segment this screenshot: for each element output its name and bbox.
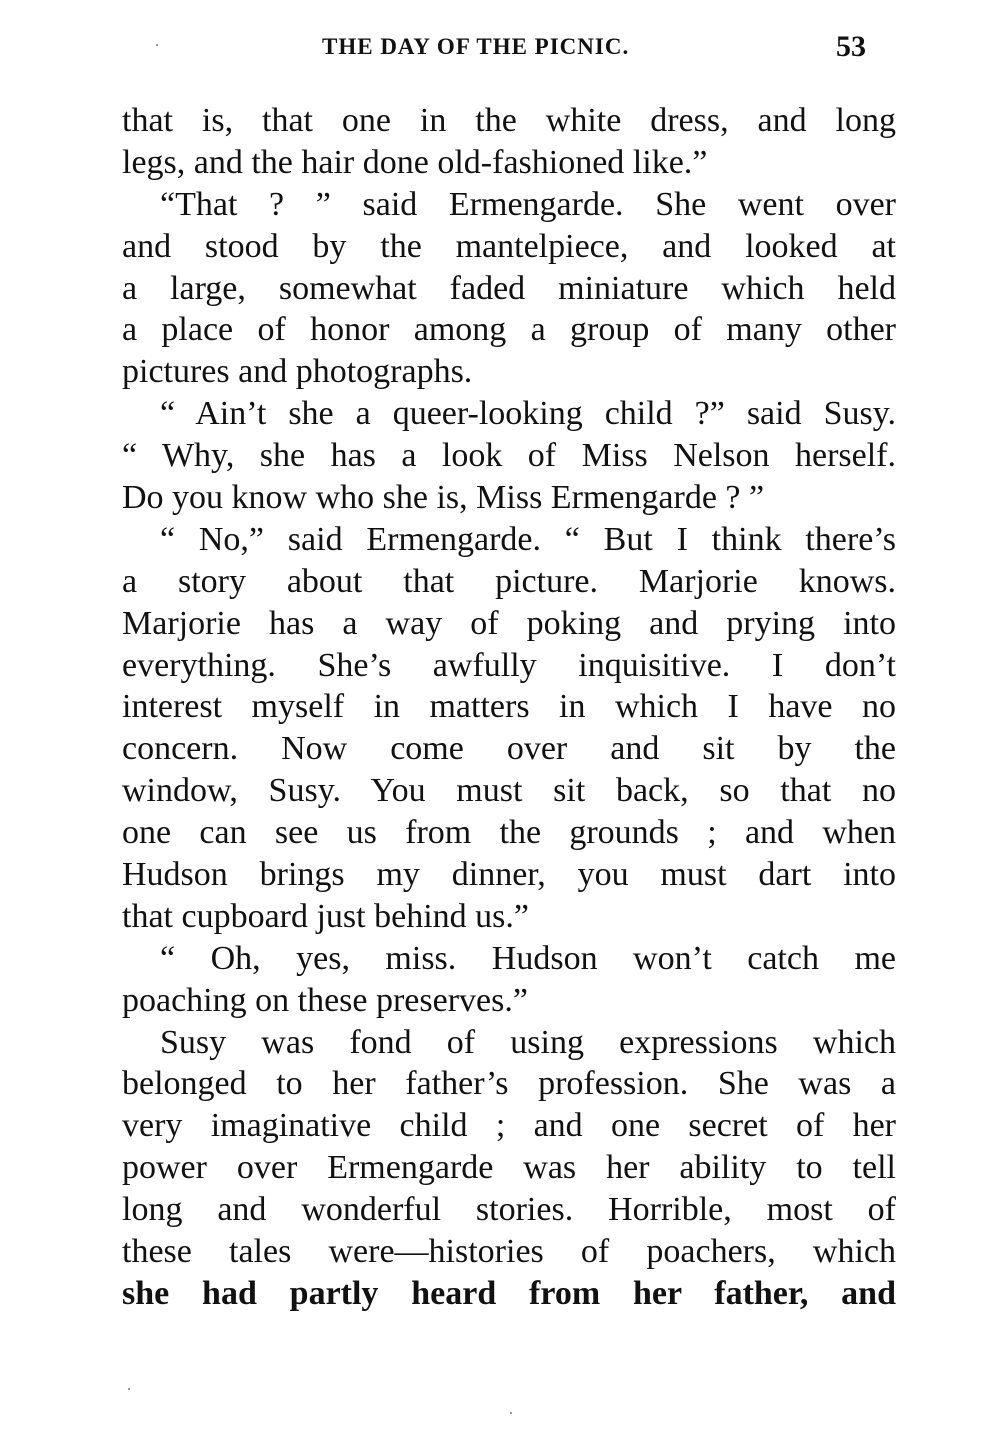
text-line: a place of honor among a group of many other xyxy=(122,311,896,349)
text-line: a story about that picture. Marjorie knows. xyxy=(122,562,896,600)
text-line: “ No,” said Ermengarde. “ But I think there’s xyxy=(160,520,896,558)
text-line: that cupboard just behind us.” xyxy=(122,897,529,935)
text-line: window, Susy. You must sit back, so that no xyxy=(122,772,896,810)
text-line: she had partly heard from her father, and xyxy=(122,1274,896,1312)
text-line: “ Ain’t she a queer-looking child ?” said Susy. xyxy=(160,395,896,433)
text-line: long and wonderful stories. Horrible, most of xyxy=(122,1191,896,1229)
text-line: Hudson brings my dinner, you must dart into xyxy=(122,856,896,894)
text-line: these tales were—histories of poachers, which xyxy=(122,1233,896,1271)
print-speck xyxy=(156,44,158,46)
text-line: “ Why, she has a look of Miss Nelson herself. xyxy=(122,437,896,475)
text-line: pictures and photographs. xyxy=(122,353,473,391)
body-text xyxy=(122,100,896,1315)
text-line: very imaginative child ; and one secret of her xyxy=(122,1107,896,1145)
text-line: Marjorie has a way of poking and prying into xyxy=(122,604,896,642)
text-line: power over Ermengarde was her ability to tell xyxy=(122,1149,896,1187)
text-line: one can see us from the grounds ; and when xyxy=(122,814,896,852)
running-head xyxy=(0,30,1000,70)
text-line: Susy was fond of using expressions which xyxy=(160,1023,896,1061)
text-line: poaching on these preserves.” xyxy=(122,981,528,1019)
print-speck xyxy=(128,1388,130,1390)
page-number: 53 xyxy=(836,30,866,63)
text-line: interest myself in matters in which I have no xyxy=(122,688,896,726)
running-title: THE DAY OF THE PICNIC. xyxy=(322,34,630,59)
text-line: belonged to her father’s profession. She was a xyxy=(122,1065,896,1103)
text-line: concern. Now come over and sit by the xyxy=(122,730,896,768)
text-line: and stood by the mantelpiece, and looked at xyxy=(122,227,896,265)
text-line: Do you know who she is, Miss Ermengarde ? ” xyxy=(122,479,765,517)
text-line: legs, and the hair done old-fashioned like.” xyxy=(122,143,708,181)
text-line: a large, somewhat faded miniature which held xyxy=(122,269,896,307)
text-line: that is, that one in the white dress, and long xyxy=(122,102,896,139)
text-line: “That ? ” said Ermengarde. She went over xyxy=(160,185,896,223)
text-line: everything. She’s awfully inquisitive. I don’t xyxy=(122,646,896,684)
print-speck xyxy=(510,1412,512,1414)
text-line: “ Oh, yes, miss. Hudson won’t catch me xyxy=(160,939,896,977)
